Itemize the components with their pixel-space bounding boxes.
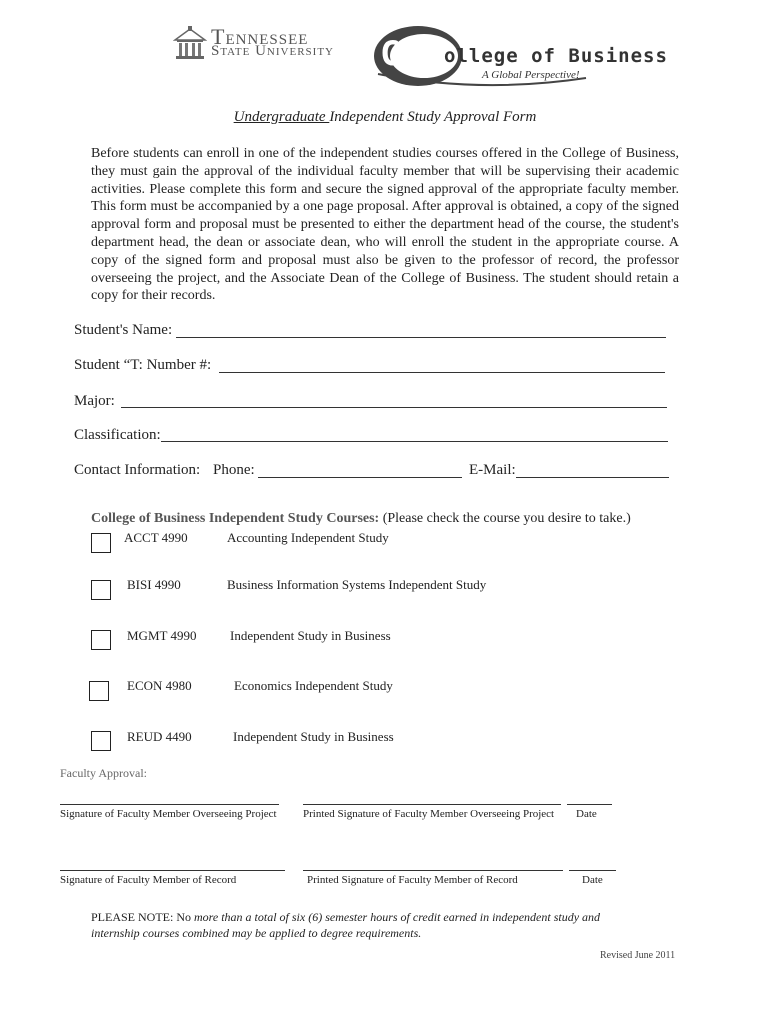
student-tnumber-label: Student “T: Number #:	[74, 357, 212, 373]
course-code: BISI 4990	[127, 577, 181, 592]
title-rest: Independent Study Approval Form	[329, 109, 537, 125]
student-name-field[interactable]	[176, 337, 666, 338]
email-label: E-Mail:	[469, 462, 516, 478]
major-label: Major:	[74, 393, 115, 409]
faculty-approval-label: Faculty Approval:	[60, 766, 147, 780]
date-label: Date	[576, 808, 597, 820]
courses-heading-title: College of Business Independent Study Courses:	[91, 511, 380, 526]
student-tnumber-field[interactable]	[219, 372, 665, 373]
checkbox-bisi-4990[interactable]	[91, 580, 111, 600]
phone-field[interactable]	[258, 477, 462, 478]
checkbox-econ-4980[interactable]	[89, 681, 109, 701]
faculty-overseeing-signature-field[interactable]	[60, 804, 279, 805]
tsu-name-line1: Tennessee	[211, 24, 309, 49]
intro-paragraph: Before students can enroll in one of the independent studies courses offered in the College of Business, they must gain the approval of the individual faculty member that will be supervising their academic activities. Please complete this form and secure the signed approval of the appropriate faculty member. This form must be accompanied by a one page proposal. After approval is obtained, a copy of the signed approval form and proposal must be presented to either the department head of the course, the student's department head, the dean or associate dean, who will enroll the student in the appropriate course. A copy of the signed form and proposal must also be given to the professor of record, the professor overseeing the project, and the Associate Dean of the College of Business. The student should retain a copy for their records.	[91, 146, 679, 304]
cob-tagline: A Global Perspective!	[482, 69, 580, 81]
university-building-icon	[173, 26, 207, 60]
revised-date: Revised June 2011	[600, 950, 676, 961]
classification-field[interactable]	[161, 441, 668, 442]
faculty-record-date-field[interactable]	[569, 870, 616, 871]
checkbox-reud-4490[interactable]	[91, 731, 111, 751]
course-code: REUD 4490	[127, 729, 192, 744]
course-name: Economics Independent Study	[234, 678, 393, 693]
faculty-record-signature-field[interactable]	[60, 870, 285, 871]
signature-label: Signature of Faculty Member of Record	[60, 874, 237, 886]
form-title	[0, 109, 770, 126]
student-name-label: Student's Name:	[74, 322, 173, 338]
phone-label: Phone:	[213, 462, 255, 478]
cob-name: ollege of Business	[444, 45, 668, 67]
note-body: more than a total of six (6) semester hours of credit earned in independent study and internship courses combined may be applied to degree requirements.	[91, 910, 601, 940]
printed-signature-label: Printed Signature of Faculty Member Overseeing Project	[303, 808, 555, 820]
signature-label: Signature of Faculty Member Overseeing Project	[60, 808, 277, 820]
course-name: Independent Study in Business	[233, 729, 394, 744]
major-field[interactable]	[121, 407, 667, 408]
course-name: Independent Study in Business	[230, 628, 391, 643]
course-code: ACCT 4990	[124, 530, 188, 545]
contact-label: Contact Information:	[74, 462, 201, 478]
checkbox-acct-4990[interactable]	[91, 533, 111, 553]
tsu-logo	[173, 26, 353, 60]
faculty-overseeing-printed-field[interactable]	[303, 804, 561, 805]
cob-initial: C	[380, 34, 401, 74]
tsu-name-line2: State University	[211, 43, 334, 59]
classification-label: Classification:	[74, 427, 161, 443]
checkbox-mgmt-4990[interactable]	[91, 630, 111, 650]
course-name: Accounting Independent Study	[227, 530, 389, 545]
courses-heading	[91, 511, 631, 527]
course-name: Business Information Systems Independent Study	[227, 577, 487, 592]
note-prefix: PLEASE NOTE: No	[91, 910, 194, 924]
faculty-overseeing-date-field[interactable]	[567, 804, 612, 805]
date-label: Date	[582, 874, 603, 886]
course-code: ECON 4980	[127, 678, 192, 693]
printed-signature-label: Printed Signature of Faculty Member of Record	[307, 874, 518, 886]
title-underlined: Undergraduate	[233, 109, 330, 125]
faculty-record-printed-field[interactable]	[303, 870, 563, 871]
courses-instruction: (Please check the course you desire to take.)	[382, 511, 631, 526]
email-field[interactable]	[516, 477, 669, 478]
course-code: MGMT 4990	[127, 628, 197, 643]
please-note	[91, 909, 651, 941]
